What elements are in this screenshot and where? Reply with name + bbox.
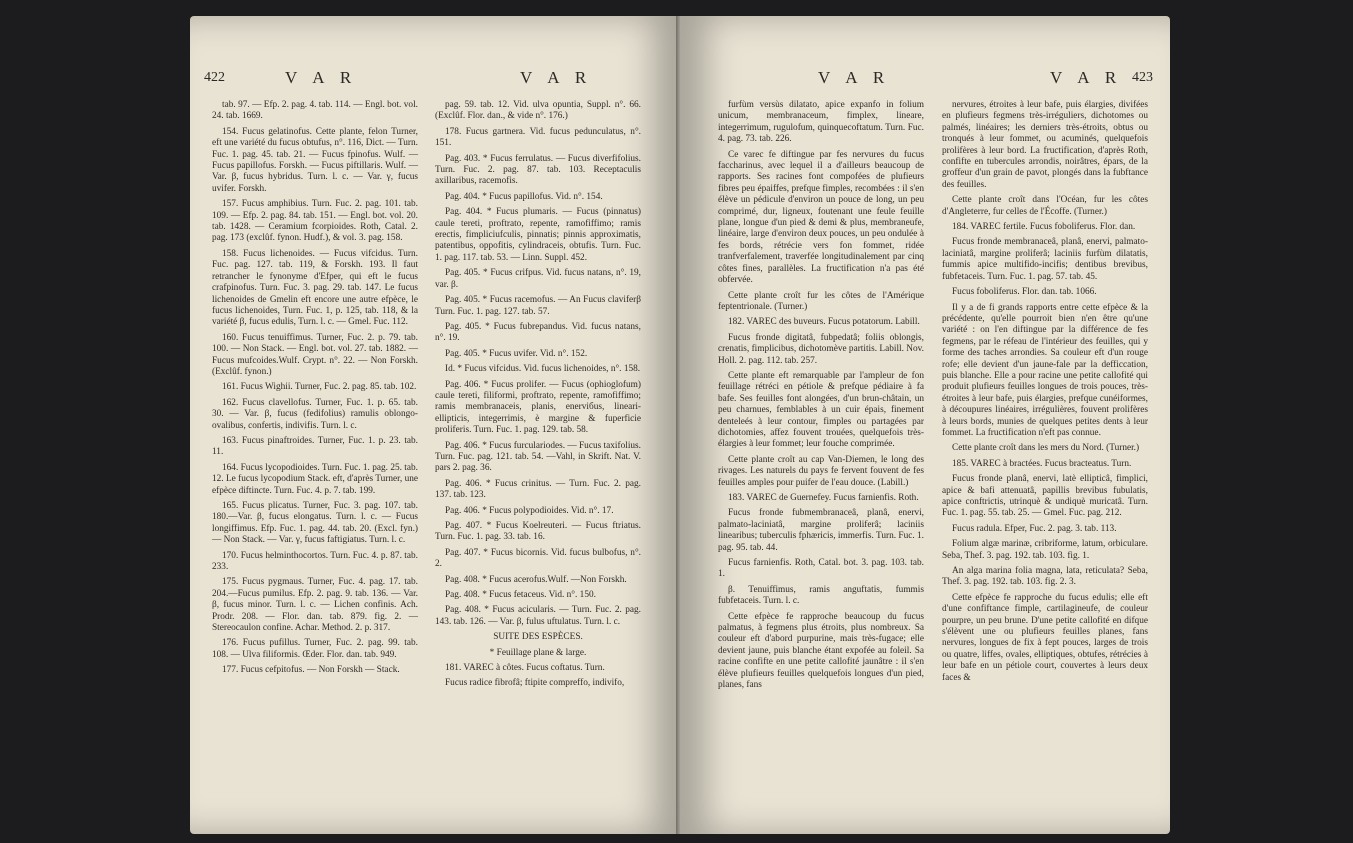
- paragraph: Fucus fronde planâ, enervi, latè ellipticâ, fimplici, apice & bafi attenuatâ, papillis brevibus fubulatis, apice conftrictis, utrinquè & undiquè muricatâ. Turn. Fuc. 1. pag. 55. tab. 25. — Gmel. Fuc. pag. 212.: [942, 474, 1148, 519]
- paragraph: 177. Fucus cefpitofus. — Non Forskh — Stack.: [222, 665, 400, 676]
- paragraph: Fucus fronde digitatâ, fubpedatâ; foliis oblongis, crenatis, fimplicibus, dichotomève partitis. Labill. Nov. Holl. 2. pag. 112. tab. 257.: [718, 332, 924, 366]
- paragraph: 178. Fucus gartnera. Vid. fucus pedunculatus, n°. 151.: [435, 126, 641, 149]
- left-page: [190, 16, 680, 834]
- paragraph: Cette plante croît fur les côtes de l'Amérique feptentrionale. (Turner.): [718, 290, 924, 312]
- paragraph: 185. VAREC à bractées. Fucus bracteatus. Turn.: [952, 458, 1132, 469]
- paragraph: Fucus fronde membranaceâ, planâ, enervi, palmato-laciniatâ, margine proliferâ; laciniis furfùm dilatatis, fummis apice multifido-incifis; dentibus brevibus, fubfetaceis. Turn. Fuc. 1. pag. 57. tab. 45.: [942, 237, 1148, 282]
- paragraph: β. Tenuiffimus, ramis anguftatis, fummis fubfetaceis. Turn. l. c.: [718, 584, 924, 607]
- paragraph: Pag. 407. * Fucus bicornis. Vid. fucus bulbofus, n°. 2.: [435, 547, 641, 570]
- paragraph: 184. VAREC fertile. Fucus foboliferus. Flor. dan.: [952, 222, 1136, 233]
- paragraph: Ce varec fe diftingue par fes nervures du fucus faccharinus, avec lequel il a d'ailleurs beaucoup de rapports. Ses racines font compofées de plufieurs fibres peu épaiffes, prefque fimples, recombées : il s'en élève un pédicule d'environ un pouce de long, un peu comprimé, dur, ligneux, foutenant une feule feuille plane, longue d'un pied & demi & plus, membraneufe, linéaire, large d'environ deux pouces, un peu ondulée à fes bords, rétrécie vers fon fommet, ridée tranfverfalement, traverfée longitudinalement par cinq côtes fines, parallèles. La fructification n'a pas été obfervée.: [718, 149, 924, 286]
- paragraph: Pag. 405. * Fucus crifpus. Vid. fucus natans, n°. 19, var. β.: [435, 268, 641, 290]
- paragraph: 158. Fucus lichenoides. — Fucus vifcidus. Turn. Fuc. pag. 127. tab. 119, & Forskh. 193. Il faut retrancher le fynonyme d'Efper, qui eft le fucus crafpinofus. Turn. Fuc. 3. pag. 29. tab. 147. Le fucus lichenoides de Gmelin eft encore une autre efpèce, le fucus lichenoides, Turn. Fuc. 1, p. 125, tab. 118, & la variété β, fucus edulis, Turn. l. c. — Gmel. Fuc. 112.: [212, 248, 418, 328]
- paragraph: 165. Fucus plicatus. Turner, Fuc. 3. pag. 107. tab. 180.—Var. β, fucus elongatus. Turn. l. c. — Fucus longiffimus. Efp. Fuc. 1. pag. 44. tab. 20. (Excl. fyn.) — Non Stack. — Var. γ, fucus faftigiatus. Turn. l. c.: [212, 501, 418, 546]
- paragraph: Fucus farnienfis. Roth, Catal. bot. 3. pag. 103. tab. 1.: [718, 558, 924, 580]
- paragraph: Cette plante croît au cap Van-Diemen, le long des rivages. Les naturels du pays fe fervent fouvent de fes feuilles amples pour puifer de l'eau douce. (Labill.): [718, 454, 924, 488]
- paragraph: 161. Fucus Wighii. Turner, Fuc. 2. pag. 85. tab. 102.: [222, 382, 417, 393]
- right-column-2: [942, 100, 1148, 688]
- paragraph: nervures, étroites à leur bafe, puis élargies, divifées en plufieurs fegmens très-irréguliers, dichotomes ou palmés, linéaires; les derniers très-étroits, obtus ou tronqués à leur fommet, ou acuminés, quelquefois prolifères à leur bord. La fructification, d'après Roth, confifte en tubercules arrondis, noirâtres, épars, de la groffeur d'un grain de pavot, plongés dans la fubftance des feuilles.: [942, 100, 1148, 190]
- paragraph: Folium algæ marinæ, cribriforme, latum, orbiculare. Seba, Thef. 3. pag. 192. tab. 103. fig. 1.: [942, 539, 1148, 561]
- paragraph: Fucus foboliferus. Flor. dan. tab. 1066.: [952, 287, 1097, 298]
- paragraph: tab. 97. — Efp. 2. pag. 4. tab. 114. — Engl. bot. vol. 24. tab. 1669.: [212, 100, 418, 122]
- paragraph: Pag. 407. * Fucus Koelreuteri. — Fucus ftriatus. Turn. Fuc. 1. pag. 33. tab. 16.: [435, 521, 641, 543]
- running-head-left-1: V A R: [285, 68, 358, 87]
- paragraph: 175. Fucus pygmaus. Turner, Fuc. 4. pag. 17. tab. 204.—Fucus pumilus. Efp. 2. pag. 9. tab. 136. — Var. β, fucus minor. Turn. l. c. — Lichen confinis. Ach. Prodr. 208. — Flor. dan. tab. 879. fig. 2. — Stereocaulon confine. Achar. Method. 2. p. 317.: [212, 577, 418, 634]
- paragraph: Il y a de fi grands rapports entre cette efpèce & la précédente, qu'elle pourroit bien n'en être qu'une variété : on l'en diftingue par la différence de fes fegmens, par le réfeau de l'intérieur des feuilles, qui y forme des taches arrondies. Sa couleur eft d'un rouge rofe; elle devient d'un jaune-fale par la defficcation, puis blanche. Elle a pour racine une petite callofité qui produit plufieurs feuilles longues de trois pouces, très-étroites à leur bafe, puis élargies, prefque cunéiformes, à découpures linéaires, irrégulières, fouvent prolifères à leurs bords, munies de quelques petites dents à leur fommet. La fructification n'eft pas connue.: [942, 302, 1148, 438]
- page-number-right: 423: [1132, 70, 1153, 85]
- paragraph: Pag. 406. * Fucus prolifer. — Fucus (ophioglofum) caule tereti, filiformi, proftrato, repente, ramofiffimo; ramis membranaceis, planis, enerviбus, lineari-ellipticis, integerrimis, è margine & fuperficie proliferis. Turn. Fuc. 1. pag. 129. tab. 58.: [435, 379, 641, 436]
- paragraph: 160. Fucus tenuiffimus. Turner, Fuc. 2. p. 79. tab. 100. — Non Stack. — Engl. bot. vol. 27. tab. 1882. — Fucus mufcoides.Wulf. Crypt. n°. 22. — Non Forskh. (Exclûf. fynon.): [212, 332, 418, 377]
- paragraph: 154. Fucus gelatinofus. Cette plante, felon Turner, eft une variété du fucus obtufus, n°. 116, Dict. — Turn. Fuc. 1. pag. 45. tab. 21. — Fucus fpinofus. Wulf. — Fucus papillofus. Forskh. — Fucus piftillaris. Wulf. — Var. β, fucus hybridus. Turn. l. c. — Var. γ, fucus uvifer. Forskh.: [212, 126, 418, 194]
- running-head-left-2: V A R: [520, 68, 593, 87]
- paragraph: Pag. 405. * Fucus fubrepandus. Vid. fucus natans, n°. 19.: [435, 321, 641, 344]
- paragraph: Pag. 403. * Fucus ferrulatus. — Fucus diverfifolius. Turn. Fuc. 2. pag. 87. tab. 103. Receptaculis axillaribus, racemofis.: [435, 153, 641, 187]
- paragraph: Pag. 405. * Fucus uvifer. Vid. n°. 152.: [445, 348, 588, 359]
- paragraph: Pag. 404. * Fucus plumaris. — Fucus (pinnatus) caule tereti, proftrato, repente, ramofiffimo; ramis erectis, fimpliciufculis, pinnatis; pinnis approximatis, patentibus, oppofitis, cylindraceis, obtufis. Turn. Fuc. 1. pag. 117. tab. 53. — Linn. Suppl. 452.: [435, 207, 641, 263]
- paragraph: Pag. 406. * Fucus crinitus. — Turn. Fuc. 2. pag. 137. tab. 123.: [435, 478, 641, 501]
- paragraph: 183. VAREC de Guernefey. Fucus farnienfis. Roth.: [728, 493, 919, 503]
- paragraph: 162. Fucus clavellofus. Turner, Fuc. 1. p. 65. tab. 30. — Var. β, fucus (fedifolius) ramulis oblongo-ovalibus, confertis, indivifis. Turn. l. c.: [212, 397, 418, 431]
- paragraph: Id. * Fucus vifcidus. Vid. fucus lichenoides, n°. 158.: [445, 364, 641, 375]
- paragraph: furfùm versùs dilatato, apice expanfo in folium unicum, membranaceum, fimplex, lineare, integerrimum, rugulofum, quinquecoftatum. Turn. Fuc. 4. pag. 73. tab. 226.: [718, 100, 924, 145]
- paragraph: Cette plante croît dans l'Océan, fur les côtes d'Angleterre, fur celles de l'Écoffe. (Turner.): [942, 195, 1148, 217]
- paragraph: Cette plante croît dans les mers du Nord. (Turner.): [952, 443, 1140, 454]
- paragraph: Fucus radula. Efper, Fuc. 2. pag. 3. tab. 113.: [952, 523, 1117, 534]
- page-number-left: 422: [204, 70, 225, 85]
- paragraph: Cette plante eft remarquable par l'ampleur de fon feuillage rétréci en pétiole & prefque pédiaire à fa bafe. Ses feuilles font alongées, d'un brun-châtain, un peu charnues, femblables à un cuir épais, finement denteleés à leur contour, fimples ou partagées par dichotomies, affez fouvent trouées, quelquefois très-élargies à leur fommet; leur fouche comprimée.: [718, 370, 924, 450]
- section-heading: SUITE DES ESPÈCES.: [493, 632, 583, 643]
- paragraph: Pag. 408. * Fucus fetaceus. Vid. n°. 150.: [445, 590, 596, 601]
- paragraph: An alga marina folia magna, lata, reticulata? Seba, Thef. 3. pag. 192. tab. 103. fig. 2. 3.: [942, 566, 1148, 588]
- right-page: [680, 16, 1170, 834]
- paragraph: pag. 59. tab. 12. Vid. ulva opuntia, Suppl. n°. 66. (Exclûf. Flor. dan., & vide n°. 176.): [435, 100, 641, 122]
- paragraph: Pag. 405. * Fucus racemofus. — An Fucus claviferβ Turn. Fuc. 1. pag. 127. tab. 57.: [435, 295, 641, 317]
- paragraph: 181. VAREC à côtes. Fucus coftatus. Turn.: [445, 663, 605, 674]
- paragraph: 182. VAREC des buveurs. Fucus potatorum. Labill.: [728, 317, 920, 328]
- running-head-right-1: V A R: [818, 68, 891, 87]
- paragraph: Pag. 408. * Fucus acerofus.Wulf. —Non Forskh.: [445, 574, 627, 585]
- paragraph: Pag. 406. * Fucus furculariodes. — Fucus taxifolius. Turn. Fuc. pag. 121. tab. 54. —Vahl, in Skrift. Nat. V. pars 2. pag. 36.: [435, 440, 641, 474]
- paragraph: 163. Fucus pinaftroides. Turner, Fuc. 1. p. 23. tab. 11.: [212, 435, 418, 458]
- paragraph: Pag. 408. * Fucus acicularis. — Turn. Fuc. 2. pag. 143. tab. 126. — Var. β, fulus uftulatus. Turn. l. c.: [435, 605, 641, 627]
- subsection-heading: * Feuillage plane & large.: [489, 647, 587, 658]
- paragraph: Cette efpèce fe rapproche beaucoup du fucus palmatus, à fegmens plus étroits, plus nombreux. Sa couleur eft d'abord purpurine, mais très-fugace; elle devient jaune, puis blanche étant expofée au foleil. Sa racine confifte en une petite callofité jaunâtre : il s'en élève plufieurs feuilles quelquefois longues d'un pied, planes, fans: [718, 611, 924, 691]
- running-head-right-2: V A R: [1050, 68, 1123, 87]
- paragraph: Cette efpèce fe rapproche du fucus edulis; elle eft d'une confiftance fimple, cartilagineufe, de couleur pourpre, un peu brune. D'une petite callofité en difque s'élèvent une ou plufieurs feuilles planes, fans nervures, longues de fix à fept pouces, larges de trois ou quatre, liffes, ovales, elliptiques, obtufes, rétrécies à leur bafe en un pétiole court, couvertes à leurs deux faces &: [942, 592, 1148, 683]
- paragraph: Fucus radice fibrofâ; ftipite compreffo, indivifo,: [445, 678, 625, 689]
- paragraph: Pag. 404. * Fucus papillofus. Vid. n°. 154.: [445, 191, 603, 202]
- paragraph: Pag. 406. * Fucus polypodioides. Vid. n°. 17.: [445, 505, 614, 516]
- right-column-1: [718, 100, 924, 696]
- paragraph: Fucus fronde fubmembranaceâ, planâ, enervi, palmato-laciniatâ, margine proliferâ; laciniis linearibus; tuberculis fphæricis, immerfis. Turn. Fuc. 1. pag. 95. tab. 44.: [718, 508, 924, 553]
- left-column-2: [435, 100, 641, 694]
- paragraph: 157. Fucus amphibius. Turn. Fuc. 2. pag. 101. tab. 109. — Efp. 2. pag. 84. tab. 151. — Engl. bot. vol. 20. tab. 1428. — Ceramium fcorpioides. Roth, Catal. 2. pag. 173 (exclûf. fynon. Hudf.), & vol. 3. pag. 158.: [212, 199, 418, 244]
- paragraph: 170. Fucus helminthocortos. Turn. Fuc. 4. p. 87. tab. 233.: [212, 550, 418, 573]
- paragraph: 176. Fucus pufillus. Turner, Fuc. 2. pag. 99. tab. 108. — Ulva filiformis. Œder. Flor. dan. tab. 949.: [212, 638, 418, 660]
- paragraph: 164. Fucus lycopodioides. Turn. Fuc. 1. pag. 25. tab. 12. Le fucus lycopodium Stack. eft, d'après Turner, une efpèce diftincte. Turn. Fuc. 4. p. 7. tab. 199.: [212, 462, 418, 496]
- left-column-1: [212, 100, 418, 681]
